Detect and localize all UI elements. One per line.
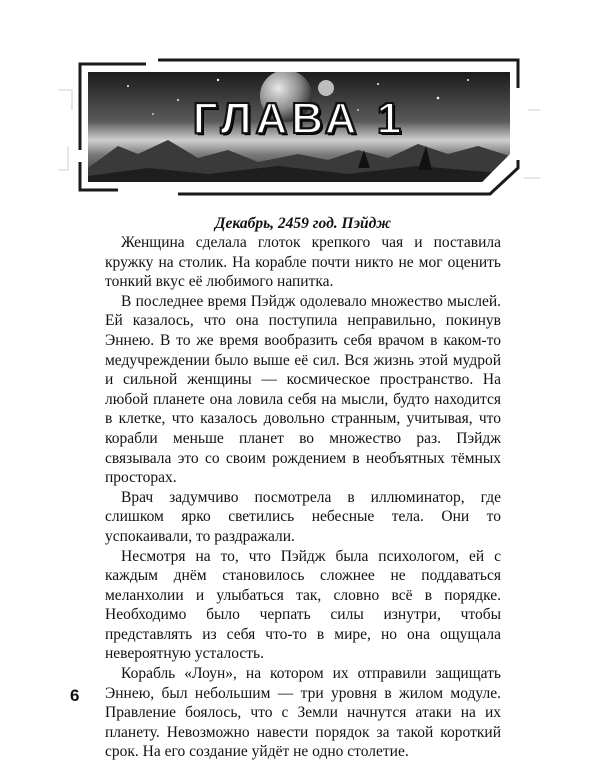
paragraph: Несмотря на то, что Пэйдж была психологом, ей с каждым днём становилось сложнее не поддаваться меланхолии и улыбаться так, словно всё в порядке. Необходимо было черпать силы изнутри, чтобы представлять из себя что-то в мире, но она ощущала невероятную усталость. [105, 547, 501, 663]
chapter-subtitle: Декабрь, 2459 год. Пэйдж [214, 215, 392, 232]
page-body [105, 214, 501, 762]
page-number: 6 [70, 686, 80, 705]
paragraph: В последнее время Пэйдж одолевало множество мыслей. Ей казалось, что она поступила неправильно, покинув Эннею. В то же время вообразить себя врачом в каком-то медучреждении было выше её сил. Вся жизнь этой мудрой и сильной женщины — космическое пространство. На любой планете она ловила себя на мысли, будто находится в клетке, что казалось довольно странным, учитывая, что корабли меньше планет во множество раз. Пэйдж связывала это со своим рождением в необъятных тёмных просторах. [105, 292, 501, 487]
paragraph: Женщина сделала глоток крепкого чая и поставила кружку на столик. На корабле почти никто не мог оценить тонкий вкус её любимого напитка. [105, 234, 501, 291]
paragraph: Врач задумчиво посмотрела в иллюминатор, где слишком ярко светились небесные тела. Они то успокаивали, то раздражали. [105, 488, 501, 545]
chapter-header [58, 50, 540, 200]
paragraph: Корабль «Лоун», на котором их отправили защищать Эннею, был небольшим — три уровня в жилом модуле. Правление боялось, что с Земли начнутся атаки на их планету. Невозможно навести порядок за такой короткий срок. На его создание уйдёт не одно столетие. [105, 665, 501, 761]
chapter-title: ГЛАВА 1 [192, 94, 406, 143]
